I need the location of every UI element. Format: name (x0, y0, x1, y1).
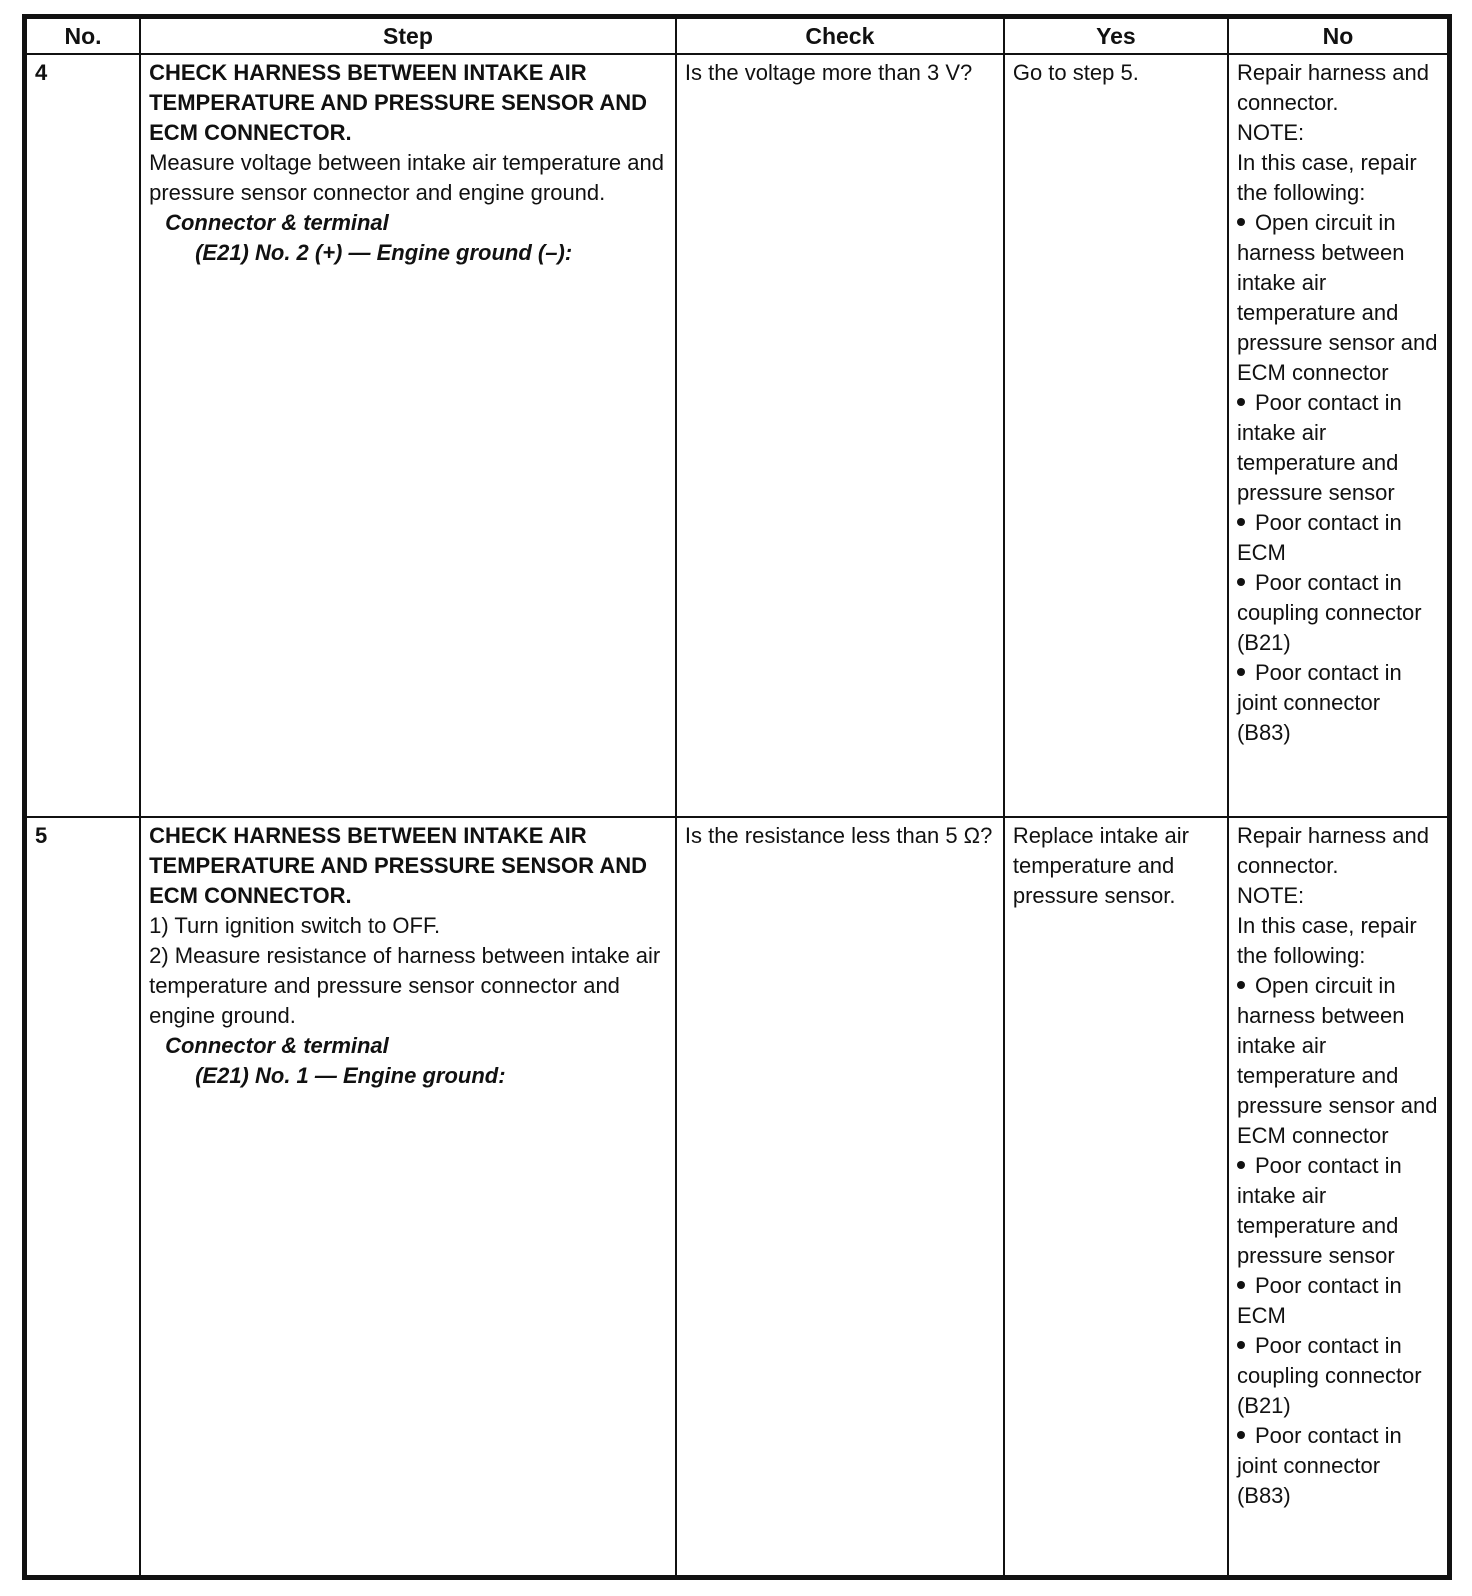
terminal-value: (E21) No. 2 (+) — Engine ground (–): (195, 240, 573, 265)
no-cell (1228, 54, 1448, 817)
header-row (26, 18, 1448, 54)
list-item: Poor contact in joint connector (B83) (1236, 1423, 1402, 1509)
terminal-value: (E21) No. 1 — Engine ground: (195, 1063, 506, 1089)
diagnostic-table (25, 17, 1449, 1577)
list-item: Poor contact in ECM (1236, 1273, 1402, 1329)
note-intro: In this case, repair the following: (1236, 150, 1417, 205)
step-instruction: Measure voltage between intake air temperature and pressure sensor connector and engine ground. (149, 150, 664, 205)
bullet-icon (1237, 1281, 1245, 1289)
bullet-icon (1237, 981, 1245, 989)
list-item: Poor contact in ECM (1236, 510, 1402, 565)
list-item: Poor contact in joint connector (B83) (1236, 660, 1402, 745)
step-number: 4 (26, 54, 140, 817)
list-item: Open circuit in harness between intake air temperature and pressure sensor and ECM connector (1236, 973, 1438, 1149)
yes-cell: Go to step 5. (1004, 54, 1228, 817)
note-label: NOTE: (1236, 883, 1305, 909)
step-number: 5 (26, 817, 140, 1576)
yes-cell: Replace intake air temperature and pressure sensor. (1004, 817, 1228, 1576)
bullet-icon (1237, 1161, 1245, 1169)
list-item: Poor contact in intake air temperature and pressure sensor (1236, 390, 1402, 505)
bullet-icon (1237, 1341, 1245, 1349)
header-no: No. (26, 18, 140, 54)
step-cell (140, 817, 676, 1576)
list-item: Open circuit in harness between intake air temperature and pressure sensor and ECM connector (1236, 210, 1438, 385)
check-cell: Is the resistance less than 5 Ω? (676, 817, 1004, 1576)
bullet-icon (1237, 578, 1245, 586)
terminal-label: Connector & terminal (165, 210, 389, 235)
terminal-label: Connector & terminal (165, 1033, 389, 1059)
header-step: Step (140, 18, 676, 54)
bullet-icon (1237, 1431, 1245, 1439)
note-intro: In this case, repair the following: (1236, 913, 1417, 969)
step-heading: CHECK HARNESS BETWEEN INTAKE AIR TEMPERATURE AND PRESSURE SENSOR AND ECM CONNECTOR. (149, 60, 647, 145)
header-yes: Yes (1004, 18, 1228, 54)
step-instruction: 1) Turn ignition switch to OFF. (149, 913, 441, 939)
no-action: Repair harness and connector. (1236, 60, 1429, 115)
no-action: Repair harness and connector. (1236, 823, 1429, 879)
check-cell: Is the voltage more than 3 V? (676, 54, 1004, 817)
bullet-icon (1237, 398, 1245, 406)
note-label: NOTE: (1236, 120, 1305, 145)
no-cell (1228, 817, 1448, 1576)
bullet-icon (1237, 218, 1245, 226)
step-instruction: 2) Measure resistance of harness between intake air temperature and pressure sensor connector and engine ground. (149, 943, 661, 1029)
step-cell (140, 54, 676, 817)
header-check: Check (676, 18, 1004, 54)
list-item: Poor contact in coupling connector (B21) (1236, 570, 1422, 655)
header-no-result: No (1228, 18, 1448, 54)
step-heading: CHECK HARNESS BETWEEN INTAKE AIR TEMPERATURE AND PRESSURE SENSOR AND ECM CONNECTOR. (149, 823, 647, 909)
table-row (26, 817, 1448, 1576)
bullet-icon (1237, 518, 1245, 526)
list-item: Poor contact in intake air temperature and pressure sensor (1236, 1153, 1402, 1269)
diagnostic-table-frame (22, 14, 1452, 1580)
table-row (26, 54, 1448, 817)
list-item: Poor contact in coupling connector (B21) (1236, 1333, 1422, 1419)
bullet-icon (1237, 668, 1245, 676)
